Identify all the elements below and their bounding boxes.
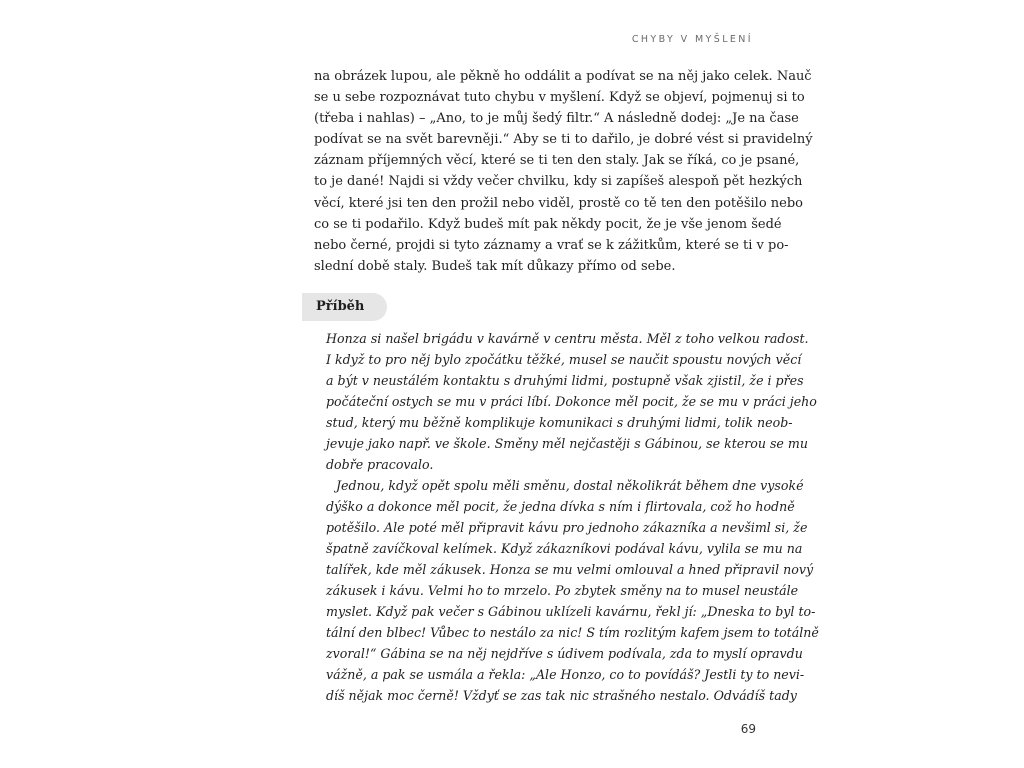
story-line: zvoral!“ Gábina se na něj nejdříve s údivem podívala, zda to myslí opravdu	[326, 646, 803, 661]
story-line: jevuje jako např. ve škole. Směny měl nejčastěji s Gábinou, se kterou se mu	[326, 436, 808, 451]
story-line: talířek, kde měl zákusek. Honza se mu velmi omlouval a hned připravil nový	[326, 562, 814, 577]
running-header: CHYBY V MYŠLENÍ	[631, 34, 753, 45]
story-line: zákusek i kávu. Velmi ho to mrzelo. Po zbytek směny na to musel neustále	[326, 583, 799, 598]
story-text	[326, 328, 819, 706]
text-line: to je dané! Najdi si vždy večer chvilku, kdy si zapíšeš alespoň pět hezkých	[314, 174, 803, 190]
story-line: dýško a dokonce měl pocit, že jedna dívka s ním i flirtovala, což ho hodně	[326, 499, 795, 514]
text-line: co se ti podařilo. Když budeš mít pak někdy pocit, že je vše jenom šedé	[314, 216, 782, 232]
main-text	[314, 66, 813, 277]
story-line: tální den blbec! Vůbec to nestálo za nic! S tím rozlitým kafem jsem to totálně	[326, 625, 819, 640]
story-line: počáteční ostych se mu v práci líbí. Dokonce měl pocit, že se mu v práci jeho	[326, 394, 817, 409]
story-line: I když to pro něj bylo zpočátku těžké, musel se naučit spoustu nových věcí	[326, 352, 802, 367]
story-line: stud, který mu běžně komplikuje komunikaci s druhými lidmi, tolik neob-	[326, 415, 793, 430]
story-line: Jednou, když opět spolu měli směnu, dostal několikrát během dne vysoké	[336, 478, 804, 493]
text-line: podívat se na svět barevněji.“ Aby se ti to dařilo, je dobré vést si pravidelný	[314, 132, 813, 148]
story-line: dobře pracovalo.	[326, 457, 434, 472]
text-line: na obrázek lupou, ale pěkně ho oddálit a podívat se na něj jako celek. Nauč	[314, 69, 812, 84]
text-line: se u sebe rozpoznávat tuto chybu v myšlení. Když se objeví, pojmenuj si to	[314, 90, 805, 106]
text-line: nebo černé, projdi si tyto záznamy a vrať se k zážitkům, které se ti v po-	[314, 237, 789, 253]
story-heading: Příběh	[316, 299, 365, 314]
text-line: (třeba i nahlas) – „Ano, to je můj šedý filtr.“ A následně dodej: „Je na čase	[314, 111, 799, 127]
text-line: slední době staly. Budeš tak mít důkazy přímo od sebe.	[314, 258, 676, 274]
story-line: špatně zavíčkoval kelímek. Když zákazníkovi podával kávu, vylila se mu na	[326, 541, 803, 556]
story-line: a být v neustálém kontaktu s druhými lidmi, postupně však zjistil, že i přes	[326, 373, 804, 388]
story-line: díš nějak moc černě! Vždyť se zas tak nic strašného nestalo. Odvádíš tady	[326, 688, 797, 703]
story-line: potěšilo. Ale poté měl připravit kávu pro jednoho zákazníka a nevšiml si, že	[326, 520, 808, 535]
text-line: záznam příjemných věcí, které se ti ten den staly. Jak se říká, co je psané,	[314, 153, 800, 169]
page-number: 69	[740, 722, 756, 736]
story-line: Honza si našel brigádu v kavárně v centru města. Měl z toho velkou radost.	[326, 331, 809, 346]
story-line: myslet. Když pak večer s Gábinou uklízeli kavárnu, řekl jí: „Dneska to byl to-	[326, 604, 816, 619]
text-line: věcí, které jsi ten den prožil nebo viděl, prostě co tě ten den potěšilo nebo	[314, 195, 803, 211]
story-line: vážně, a pak se usmála a řekla: „Ale Honzo, co to povídáš? Jestli ty to nevi-	[326, 667, 805, 682]
